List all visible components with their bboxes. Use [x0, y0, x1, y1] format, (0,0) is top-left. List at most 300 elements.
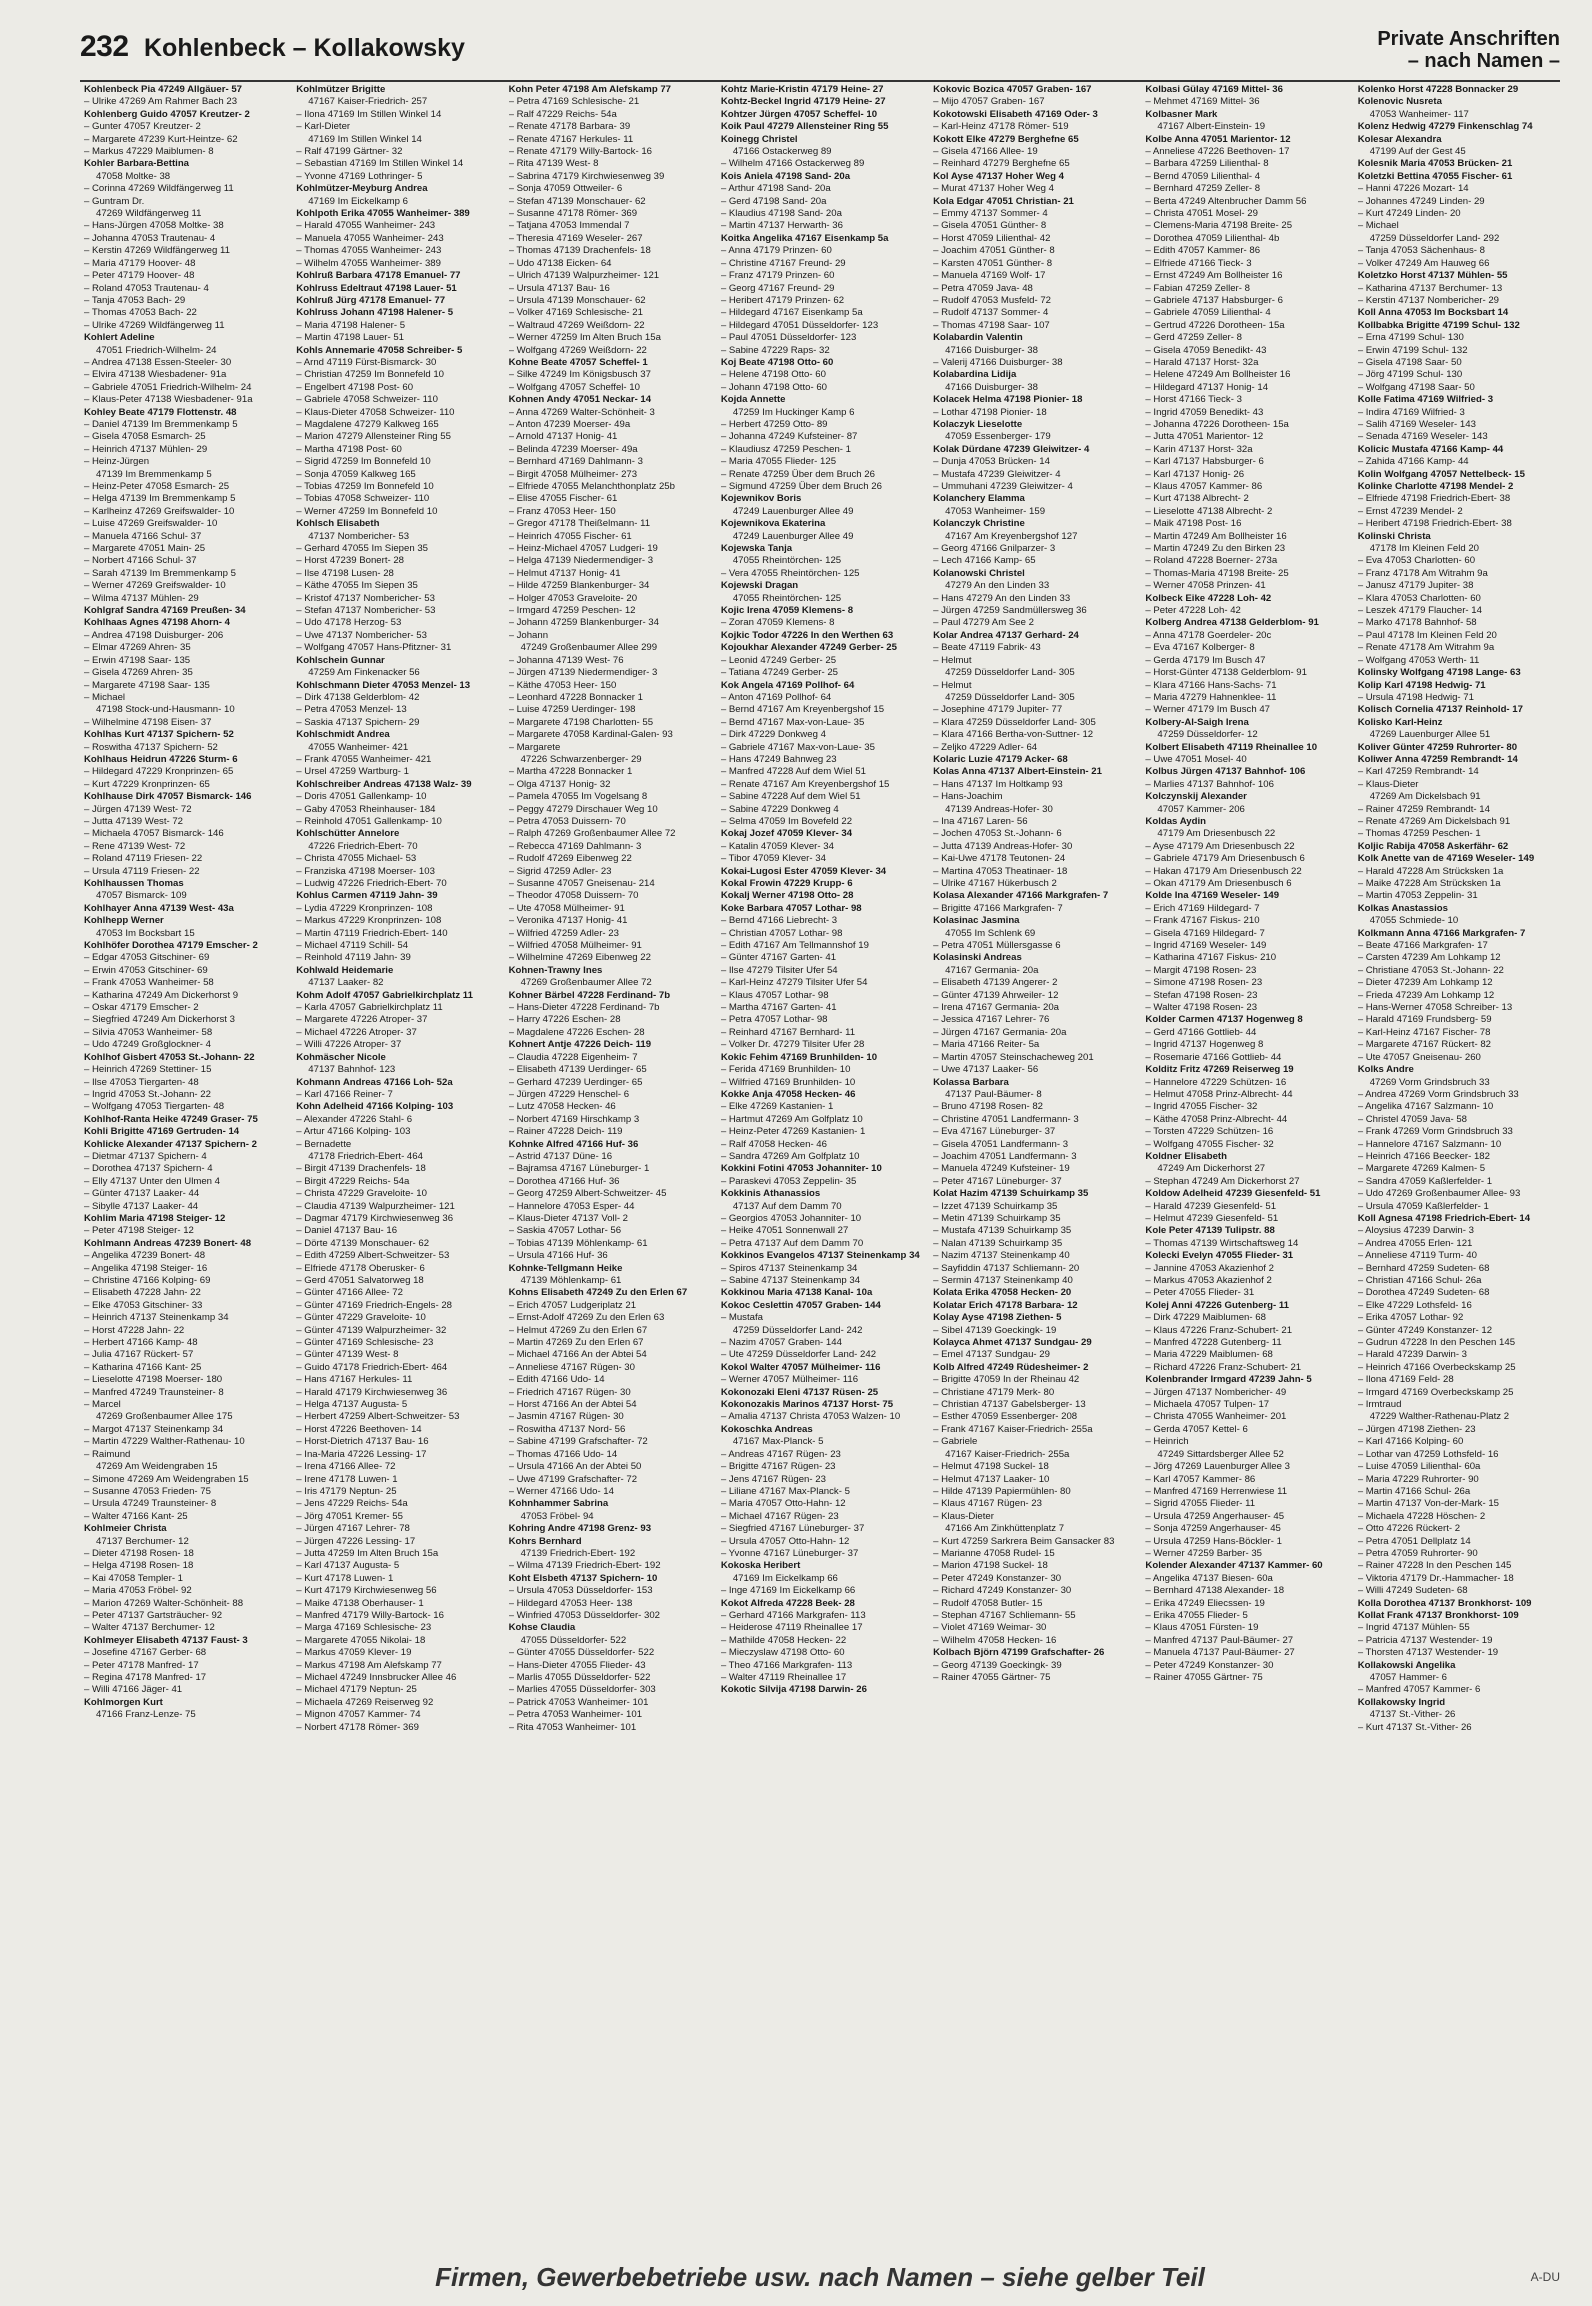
directory-entry: – Michael 47179 Neptun- 25 — [296, 1684, 417, 1696]
directory-entry: – Ingrid 47059 Benedikt- 43 — [1145, 406, 1264, 418]
directory-entry: – Elfriede 47055 Melanchthonplatz 25b — [508, 481, 675, 492]
directory-entry: – Eva 47167 Lüneburger- 37 — [933, 1126, 1056, 1138]
directory-entry: – Günter 47139 Ahrweiler- 12 — [933, 989, 1059, 1001]
directory-entry: – Renate 47269 Am Dickelsbach 91 — [1357, 815, 1511, 827]
directory-entry: Kohns Elisabeth 47249 Zu den Erlen 67 — [508, 1287, 688, 1299]
directory-entry: – Karl 47137 Augusta- 5 — [296, 1560, 400, 1572]
directory-entry: – Thomas 47053 Bach- 22 — [84, 307, 197, 319]
directory-entry: – Wilhelmine 47269 Eibenweg 22 — [508, 952, 651, 964]
directory-column — [84, 84, 286, 2252]
directory-entry: – Sigrid 47259 Im Bonnefeld 10 — [296, 456, 431, 468]
directory-entry: – Johanna 47249 Kufsteiner- 87 — [720, 431, 858, 443]
directory-entry: – Maria 47229 Maiblumen- 68 — [1145, 1349, 1273, 1361]
directory-entry: – Michael — [84, 691, 126, 703]
directory-entry: – Angelika 47198 Steiger- 16 — [84, 1262, 208, 1274]
directory-entry: – Ursula 47137 Bau- 16 — [508, 282, 610, 294]
directory-entry: – Christian 47137 Gabelsberger- 13 — [933, 1399, 1086, 1411]
directory-entry: – Metin 47139 Schuirkamp 35 — [933, 1212, 1061, 1224]
directory-entry: – Günter 47137 Laaker- 44 — [84, 1188, 200, 1200]
directory-entry: – Maria 47198 Halener- 5 — [296, 319, 406, 331]
directory-entry: – Ilona 47169 Feld- 28 — [1357, 1374, 1454, 1386]
directory-entry: – Elmar 47269 Ahren- 35 — [84, 642, 191, 654]
directory-entry: – Frank 47167 Fiskus- 210 — [1145, 915, 1260, 927]
directory-entry: – Dirk 47229 Donkweg 4 — [720, 729, 826, 741]
directory-column — [296, 84, 498, 2252]
directory-entry: – Gerd 47198 Sand- 20a — [720, 195, 827, 207]
directory-entry: – Birgit 47139 Drachenfels- 18 — [296, 1163, 426, 1175]
directory-entry: – Kurt 47229 Kronprinzen- 65 — [84, 778, 210, 790]
directory-entry: – Christa 47229 Graveloite- 10 — [296, 1188, 427, 1200]
directory-entry: – Dorothea 47059 Lilienthal- 4b — [1145, 232, 1280, 244]
directory-entry: 47057 Hammer- 6 — [1369, 1672, 1448, 1683]
directory-entry: – Tobias 47058 Schweizer- 110 — [296, 493, 430, 505]
directory-entry: 47137 St.-Vither- 26 — [1369, 1709, 1456, 1721]
directory-entry: – Klara 47166 Bertha-von-Suttner- 12 — [933, 729, 1094, 741]
directory-entry: – Günter 47166 Allee- 72 — [296, 1287, 403, 1299]
directory-entry: – Manfred 47137 Paul-Bäumer- 27 — [1145, 1634, 1294, 1646]
directory-entry: – Ralf 47058 Hecken- 46 — [720, 1138, 827, 1150]
directory-entry: Kojewnikova Ekaterina — [720, 518, 826, 530]
directory-entry: Kohne Beate 47057 Scheffel- 1 — [508, 356, 648, 368]
directory-entry: – Maike 47228 Am Strücksken 1a — [1357, 878, 1501, 889]
directory-column — [721, 84, 923, 2252]
directory-entry: – Margarete 47058 Kardinal-Galen- 93 — [508, 729, 673, 741]
directory-entry: – Emmy 47137 Sommer- 4 — [933, 208, 1048, 220]
directory-entry: – Karl-Dieter — [296, 121, 351, 133]
directory-entry: – Herbert 47259 Otto- 89 — [720, 418, 828, 430]
directory-entry: Kohring Andre 47198 Grenz- 93 — [508, 1523, 652, 1535]
directory-entry: – Zahida 47166 Kamp- 44 — [1357, 456, 1469, 468]
directory-entry: – Gabriele 47058 Schweizer- 110 — [296, 394, 438, 406]
directory-entry: – Jörg 47051 Kremer- 55 — [296, 1510, 403, 1522]
directory-entry: – Bernd 47166 Liebrecht- 3 — [720, 915, 838, 927]
directory-entry: – Marion 47269 Walter-Schönheit- 88 — [84, 1597, 244, 1609]
directory-entry: Kohner Bärbel 47228 Ferdinand- 7b — [508, 989, 671, 1001]
directory-entry: – Jörg 47199 Schul- 130 — [1357, 369, 1463, 381]
directory-entry: – Olga 47137 Honig- 32 — [508, 778, 611, 790]
directory-entry: – Angelika 47239 Bonert- 48 — [84, 1250, 206, 1262]
directory-entry: – Margot 47137 Steinenkamp 34 — [84, 1423, 224, 1435]
directory-entry: Kohlruß Barbara 47178 Emanuel- 77 — [296, 270, 461, 282]
directory-entry: – Sabine 47137 Steinenkamp 34 — [720, 1275, 861, 1286]
directory-entry: – Nazim 47057 Graben- 144 — [720, 1337, 842, 1349]
directory-entry: Kolassa Barbara — [933, 1076, 1009, 1088]
directory-entry: Kolicic Mustafa 47166 Kamp- 44 — [1357, 443, 1504, 455]
directory-entry: – Ute 47058 Mülheimer- 91 — [508, 902, 625, 914]
directory-entry: – Ulrike 47269 Wildfängerweg 11 — [84, 319, 225, 331]
directory-entry: – Clemens-Maria 47198 Breite- 25 — [1145, 220, 1293, 232]
directory-entry: – Hannelore 47053 Esper- 44 — [508, 1200, 635, 1212]
directory-entry: Kohtzer Jürgen 47057 Scheffel- 10 — [720, 108, 878, 120]
directory-entry: – Sarah 47139 Im Bremmenkamp 5 — [84, 567, 236, 579]
directory-entry: – Wolfgang 47053 Tiergarten- 48 — [84, 1101, 225, 1113]
directory-entry: – Hans-Werner 47058 Schreiber- 13 — [1357, 1002, 1513, 1014]
directory-entry: – Fabian 47259 Zeller- 8 — [1145, 282, 1250, 294]
directory-entry: – Heinrich 47137 Steinenkamp 34 — [84, 1312, 229, 1324]
directory-entry: – Simone 47198 Rosen- 23 — [1145, 977, 1263, 989]
directory-entry: – Murat 47137 Hoher Weg 4 — [933, 183, 1055, 195]
directory-entry: – Gaby 47053 Rheinhauser- 184 — [296, 803, 436, 815]
directory-entry: Kohlmeyer Elisabeth 47137 Faust- 3 — [84, 1634, 248, 1646]
directory-entry: – Helmut — [933, 654, 972, 666]
directory-entry: – Helga 47139 Im Bremmenkamp 5 — [84, 493, 236, 505]
directory-entry: Kohnen Andy 47051 Neckar- 14 — [508, 394, 652, 406]
directory-entry: – Christiane 47053 St.-Johann- 22 — [1357, 964, 1504, 976]
directory-entry: Kohlwald Heidemarie — [296, 964, 394, 976]
directory-entry: – Irmgard 47259 Peschen- 12 — [508, 605, 636, 617]
directory-entry: – Gabriele 47179 Am Driesenbusch 6 — [1145, 853, 1305, 865]
directory-entry: – Maike 47138 Oberhauser- 1 — [296, 1597, 424, 1609]
directory-entry: 47259 Düsseldorfer Land- 292 — [1369, 232, 1500, 244]
directory-entry: – Hans 47137 Im Holtkamp 93 — [933, 778, 1063, 790]
directory-entry: Koletzki Bettina 47055 Fischer- 61 — [1357, 170, 1513, 182]
directory-entry: – Rainer 47055 Gärtner- 75 — [1145, 1672, 1263, 1683]
directory-entry: – Yvonne 47167 Lüneburger- 37 — [720, 1547, 859, 1559]
directory-entry: – Roswitha 47137 Nord- 56 — [508, 1423, 626, 1435]
directory-entry: Kojoukhar Alexander 47249 Gerber- 25 — [720, 642, 897, 654]
directory-entry: Kollbabka Brigitte 47199 Schul- 132 — [1357, 319, 1520, 331]
directory-entry: Kokoschka Andreas — [720, 1423, 813, 1435]
directory-entry: Kolle Fatima 47169 Wilfried- 3 — [1357, 394, 1494, 406]
directory-entry: Kohnke-Tellgmann Heike — [508, 1262, 623, 1274]
directory-entry: – Birgit 47229 Reichs- 54a — [296, 1175, 410, 1187]
directory-entry: – Rudolf 47269 Eibenweg 22 — [508, 853, 632, 865]
directory-entry: – Bernhard 47259 Sudeten- 68 — [1357, 1262, 1490, 1274]
directory-entry: – Sabrina 47179 Kirchwiesenweg 39 — [508, 170, 665, 182]
directory-entry: – Maria 47229 Ruhrorter- 90 — [1357, 1473, 1479, 1485]
directory-entry: – Anton 47169 Pollhof- 64 — [720, 691, 832, 703]
directory-entry: – Petra 47053 Duissern- 70 — [508, 815, 626, 827]
directory-entry: – Theodor 47058 Duissern- 70 — [508, 890, 639, 902]
directory-entry: – Georgios 47053 Johanniter- 10 — [720, 1212, 862, 1224]
directory-entry: Kokotowski Elisabeth 47169 Oder- 3 — [933, 108, 1098, 120]
directory-entry: Kok Angela 47169 Pollhof- 64 — [720, 679, 855, 691]
directory-entry: – Käthe 47055 Im Siepen 35 — [296, 580, 418, 592]
directory-entry: – Mustafa 47239 Gleiwitzer- 4 — [933, 468, 1061, 480]
directory-entry: – Heribert 47179 Prinzen- 62 — [720, 294, 845, 306]
directory-entry: – Christian 47057 Lothar- 98 — [720, 927, 843, 939]
directory-entry: – Hans 47249 Bahnweg 23 — [720, 753, 837, 765]
directory-entry: Kolbe Anna 47051 Marientor- 12 — [1145, 133, 1291, 145]
directory-entry: – Peggy 47279 Dirschauer Weg 10 — [508, 803, 658, 815]
directory-entry: – Gregor 47178 Theißelmann- 11 — [508, 518, 651, 530]
directory-entry: – Uwe 47199 Grafschafter- 72 — [508, 1473, 638, 1485]
directory-entry: – Jürgen 47259 Sandmüllersweg 36 — [933, 605, 1087, 617]
directory-entry: Kolbasner Mark — [1145, 108, 1218, 120]
directory-entry: – Christine 47051 Landfermann- 3 — [933, 1113, 1079, 1125]
directory-entry: – Michaela 47228 Höschen- 2 — [1357, 1510, 1486, 1522]
directory-entry: Kolberg Andrea 47138 Gelderblom- 91 — [1145, 617, 1319, 629]
directory-entry: – Ernst 47239 Mendel- 2 — [1357, 505, 1463, 517]
directory-entry: – Peter 47178 Manfred- 17 — [84, 1659, 199, 1671]
directory-entry: – Ulrike 47167 Hükerbusch 2 — [933, 878, 1057, 889]
directory-entry: – Thomas-Maria 47198 Breite- 25 — [1145, 567, 1289, 579]
directory-entry: – Franz 47179 Prinzen- 60 — [720, 270, 835, 282]
directory-entry: 47166 Duisburger- 38 — [945, 344, 1038, 356]
directory-entry: – Helmut 47269 Zu den Erlen 67 — [508, 1324, 648, 1336]
directory-entry: – Sermin 47137 Steinenkamp 40 — [933, 1275, 1073, 1286]
directory-entry: – Rita 47053 Wanheimer- 101 — [508, 1721, 637, 1733]
directory-entry: – Hannelore 47167 Salzmann- 10 — [1357, 1138, 1502, 1150]
directory-entry: – Petra 47051 Dellplatz 14 — [1357, 1535, 1471, 1547]
directory-entry: Kojda Annette — [720, 394, 786, 406]
directory-entry: – Roswitha 47137 Spichern- 52 — [84, 741, 218, 753]
directory-entry: – Helga 47137 Augusta- 5 — [296, 1399, 408, 1411]
directory-entry: – Peter 47179 Hoover- 48 — [84, 270, 195, 282]
directory-entry: – Waltraud 47269 Weißdorn- 22 — [508, 319, 645, 331]
directory-entry: 47137 Paul-Bäumer- 8 — [945, 1088, 1042, 1100]
directory-entry: – Emel 47137 Sundgau- 29 — [933, 1349, 1050, 1361]
directory-entry: – Raimund — [84, 1448, 131, 1460]
directory-entry: – Katharina 47137 Berchumer- 13 — [1357, 282, 1503, 294]
directory-entry: – Margarete — [508, 741, 561, 753]
directory-entry: – Franz 47053 Heer- 150 — [508, 505, 616, 517]
directory-entry: 47137 Auf dem Damm 70 — [732, 1200, 842, 1212]
directory-entry: – Uwe 47137 Laaker- 56 — [933, 1064, 1039, 1076]
directory-entry: – Peter 47055 Flieder- 31 — [1145, 1287, 1255, 1299]
directory-entry: – Christine 47167 Freund- 29 — [720, 257, 846, 269]
directory-entry: Kokott Elke 47279 Berghefne 65 — [933, 133, 1079, 145]
directory-entry: – Gabriele 47051 Friedrich-Wilhelm- 24 — [84, 381, 252, 393]
directory-entry: – Margarete 47167 Rückert- 82 — [1357, 1039, 1492, 1051]
directory-entry: Kohlruss Edeltraut 47198 Lauer- 51 — [296, 282, 457, 294]
directory-entry: – Peter 47137 Gartsträucher- 92 — [84, 1609, 223, 1621]
directory-entry: – Klaus 47057 Kammer- 86 — [1145, 481, 1263, 492]
directory-entry: – Johann — [508, 629, 549, 641]
directory-entry: – Sonja 47259 Angerhauser- 45 — [1145, 1523, 1281, 1535]
directory-entry: – Heinrich 47166 Overbeckskamp 25 — [1357, 1361, 1516, 1373]
directory-entry: – Helene 47249 Am Bollheister 16 — [1145, 369, 1291, 381]
directory-entry: – Wilfried 47259 Adler- 23 — [508, 927, 619, 939]
directory-entry: – Christa 47055 Michael- 53 — [296, 853, 417, 865]
directory-entry: – Heike 47051 Sonnenwall 27 — [720, 1225, 849, 1237]
directory-entry: – Dorothea 47137 Spichern- 4 — [84, 1163, 213, 1175]
directory-entry: – Helmut 47239 Giesenfeld- 51 — [1145, 1212, 1279, 1224]
directory-entry: – Elisabeth 47139 Angerer- 2 — [933, 977, 1058, 989]
directory-entry: – Martin 47269 Zu den Erlen 67 — [508, 1337, 644, 1349]
directory-entry: Kohnke Alfred 47166 Huf- 36 — [508, 1138, 639, 1150]
directory-entry: – Manuela 47166 Schul- 37 — [84, 530, 202, 542]
directory-entry: – Eva 47053 Charlotten- 60 — [1357, 555, 1476, 567]
directory-entry: Kohlert Adeline — [84, 332, 155, 344]
directory-entry: – Gerhard 47055 Im Siepen 35 — [296, 543, 429, 555]
directory-entry: Kokovic Bozica 47057 Graben- 167 — [933, 84, 1092, 95]
directory-entry: – Erna 47199 Schul- 130 — [1357, 332, 1464, 344]
directory-entry: Kohlhof Gisbert 47053 St.-Johann- 22 — [84, 1051, 255, 1063]
directory-entry: – Luise 47269 Greifswalder- 10 — [84, 518, 218, 530]
directory-entry: Kolesar Alexandra — [1357, 133, 1442, 145]
directory-entry: Koll Anna 47053 Im Bocksbart 14 — [1357, 307, 1509, 319]
directory-entry: – Harald 47228 Am Strücksken 1a — [1357, 865, 1504, 877]
directory-entry: 47166 Duisburger- 38 — [945, 381, 1038, 393]
directory-entry: – Mustafa 47139 Schuirkamp 35 — [933, 1225, 1072, 1237]
directory-entry: – Julia 47167 Rückert- 57 — [84, 1349, 194, 1361]
directory-entry: – Rainer 47259 Rembrandt- 14 — [1357, 803, 1490, 815]
directory-entry: – Martin 47137 Von-der-Mark- 15 — [1357, 1498, 1499, 1510]
directory-entry: 47249 Großenbaumer Allee 299 — [520, 642, 658, 654]
directory-entry: – Beate 47119 Fabrik- 43 — [933, 642, 1041, 654]
directory-entry: – Karl 47057 Kammer- 86 — [1145, 1473, 1256, 1485]
directory-entry: 47139 Friedrich-Ebert- 192 — [520, 1547, 636, 1559]
directory-entry: – Mijo 47057 Graben- 167 — [933, 96, 1045, 108]
directory-entry: – Michael 47249 Innsbrucker Allee 46 — [296, 1672, 457, 1683]
directory-entry: – Valerij 47166 Duisburger- 38 — [933, 356, 1063, 368]
directory-entry: – Heinz-Jürgen — [84, 456, 150, 468]
directory-entry: – Bernadette — [296, 1138, 352, 1150]
directory-entry: – Hanni 47226 Mozart- 14 — [1357, 183, 1469, 195]
directory-entry: – Udo 47269 Großenbaumer Allee- 93 — [1357, 1188, 1521, 1200]
directory-entry: – Johanna 47139 West- 76 — [508, 654, 624, 666]
directory-entry: – Hilde 47139 Papiermühlen- 80 — [933, 1485, 1071, 1497]
directory-entry: – Theo 47166 Markgrafen- 113 — [720, 1659, 853, 1671]
directory-entry: – Marianne 47058 Rudel- 15 — [933, 1547, 1055, 1559]
directory-entry: Koik Paul 47279 Allensteiner Ring 55 — [720, 121, 889, 133]
directory-entry: – Irmtraud — [1357, 1399, 1402, 1411]
directory-entry: – Okan 47179 Am Driesenbusch 6 — [1145, 878, 1292, 889]
directory-entry: Kohlhaus Heidrun 47226 Sturm- 6 — [84, 753, 238, 765]
directory-entry: – Kurt 47178 Luwen- 1 — [296, 1572, 394, 1584]
directory-entry: Kojkic Todor 47226 In den Werthen 63 — [720, 629, 894, 641]
directory-entry: – Elisabeth 47228 Jahn- 22 — [84, 1287, 201, 1299]
directory-entry: – Marga 47169 Schlesische- 23 — [296, 1622, 432, 1634]
directory-entry: Kolk Anette van de 47169 Weseler- 149 — [1357, 853, 1535, 865]
directory-entry: – Ernst-Adolf 47269 Zu den Erlen 63 — [508, 1312, 665, 1324]
directory-entry: – Norbert 47178 Römer- 369 — [296, 1721, 419, 1733]
directory-entry: Kolaczyk Lieselotte — [933, 418, 1023, 430]
directory-entry: Kolks Andre — [1357, 1064, 1414, 1076]
directory-entry: Kohtz-Beckel Ingrid 47179 Heine- 27 — [720, 96, 886, 108]
directory-entry: 47166 Ostackerweg 89 — [732, 146, 832, 158]
directory-entry: – Lydia 47229 Kronprinzen- 108 — [296, 902, 433, 914]
directory-entry: – Viktoria 47179 Dr.-Hammacher- 18 — [1357, 1572, 1514, 1584]
directory-entry: – Lutz 47058 Hecken- 46 — [508, 1101, 616, 1113]
directory-entry: – Sabine 47199 Grafschafter- 72 — [508, 1436, 648, 1448]
directory-entry: Kokonozakis Marinos 47137 Horst- 75 — [720, 1399, 894, 1411]
directory-entry: – Renate 47259 Über dem Bruch 26 — [720, 468, 875, 480]
directory-entry: – Patrick 47053 Wanheimer- 101 — [508, 1696, 649, 1708]
directory-entry: 47269 Am Dickelsbach 91 — [1369, 791, 1481, 803]
directory-entry: – Ina-Maria 47226 Lessing- 17 — [296, 1448, 427, 1460]
directory-entry: – Birgit 47058 Mülheimer- 273 — [508, 468, 638, 480]
directory-entry: – Heinrich 47055 Fischer- 61 — [508, 530, 632, 542]
directory-entry: – Bernhard 47259 Zeller- 8 — [1145, 183, 1261, 195]
directory-entry: Kolanczyk Christine — [933, 518, 1025, 530]
directory-entry: 47259 Düsseldorfer Land- 305 — [945, 691, 1075, 703]
directory-entry: – Johannes 47249 Linden- 29 — [1357, 195, 1485, 207]
directory-entry: – Tatjana 47053 Immendal 7 — [508, 220, 630, 232]
directory-entry: – Horst 47228 Jahn- 22 — [84, 1324, 185, 1336]
directory-entry: – Ursula 47249 Traunsteiner- 8 — [84, 1498, 217, 1510]
directory-entry: – Gabriele — [933, 1436, 978, 1448]
directory-entry: Kolinke Charlotte 47198 Mendel- 2 — [1357, 481, 1514, 492]
directory-entry: – Kai 47058 Templer- 1 — [84, 1572, 184, 1584]
directory-entry: – Paul 47178 Im Kleinen Feld 20 — [1357, 629, 1497, 641]
directory-entry: – Ingrid 47169 Weseler- 149 — [1145, 940, 1267, 952]
directory-entry: 47226 Friedrich-Ebert- 70 — [308, 840, 418, 852]
directory-entry: – Klaus-Dieter 47137 Voll- 2 — [508, 1212, 629, 1224]
directory-entry: – Ralf 47199 Gärtner- 32 — [296, 146, 403, 158]
directory-entry: – Markus 47198 Am Alefskamp 77 — [296, 1659, 442, 1671]
directory-entry: Kolesnik Maria 47053 Brücken- 21 — [1357, 158, 1513, 170]
directory-entry: Kohlhepp Werner — [84, 915, 164, 927]
directory-entry: – Lieselotte 47198 Moerser- 180 — [84, 1374, 223, 1386]
directory-entry: – Amalia 47137 Christa 47053 Walzen- 10 — [720, 1411, 901, 1423]
directory-entry: – Janusz 47179 Jupiter- 38 — [1357, 580, 1474, 592]
directory-entry: – Manuela 47169 Wolf- 17 — [933, 270, 1046, 282]
directory-entry: – Paul 47279 Am See 2 — [933, 617, 1034, 629]
directory-entry: – Erika 47249 Eliecssen- 19 — [1145, 1597, 1265, 1609]
directory-entry: – Saskia 47057 Lothar- 56 — [508, 1225, 622, 1237]
directory-entry: – Christa 47055 Wanheimer- 201 — [1145, 1411, 1287, 1423]
directory-entry: – Dorothea 47249 Sudeten- 68 — [1357, 1287, 1490, 1299]
directory-entry: – Walter 47198 Rosen- 23 — [1145, 1002, 1258, 1014]
directory-entry: – Wolfgang 47198 Saar- 50 — [1357, 381, 1475, 393]
directory-entry: – Dorothea 47166 Huf- 36 — [508, 1175, 620, 1187]
directory-entry: Kolkmann Anna 47166 Markgrafen- 7 — [1357, 927, 1526, 939]
directory-entry: Kohtz Marie-Kristin 47179 Heine- 27 — [720, 84, 884, 95]
directory-entry: Kolej Anni 47226 Gutenberg- 11 — [1145, 1299, 1289, 1311]
directory-entry: Kolb Alfred 47249 Rüdesheimer- 2 — [933, 1361, 1089, 1373]
directory-entry: 47269 Am Weidengraben 15 — [96, 1461, 218, 1473]
directory-entry: Kohn Adelheid 47166 Kolping- 103 — [296, 1101, 454, 1113]
directory-entry: – Marion 47279 Allensteiner Ring 55 — [296, 431, 451, 443]
directory-entry: – Rebecca 47169 Dahlmann- 3 — [508, 840, 642, 852]
directory-entry: Kolak Dürdane 47239 Gleiwitzer- 4 — [933, 443, 1090, 455]
directory-entry: Kola Edgar 47051 Christian- 21 — [933, 195, 1074, 207]
directory-entry: – Harald 47239 Darwin- 3 — [1357, 1349, 1468, 1361]
directory-entry: – Mustafa — [720, 1312, 763, 1324]
directory-entry: – Irmgard 47169 Overbeckskamp 25 — [1357, 1386, 1514, 1398]
directory-entry: – Belinda 47239 Moerser- 49a — [508, 443, 638, 455]
directory-column — [933, 84, 1135, 2252]
directory-entry: – Kurt 47179 Kirchwiesenweg 56 — [296, 1585, 437, 1597]
directory-entry: – Gisela 47169 Hildegard- 7 — [1145, 927, 1265, 939]
directory-entry: – Indira 47169 Wilfried- 3 — [1357, 406, 1465, 418]
directory-entry: – Martin 47249 Zu den Birken 23 — [1145, 543, 1286, 555]
directory-entry: – Andreas 47167 Rügen- 23 — [720, 1448, 841, 1460]
directory-entry: 47269 Lauenburger Allee 51 — [1369, 729, 1491, 741]
directory-entry: – Berta 47249 Altenbrucher Damm 56 — [1145, 195, 1307, 207]
page-footer — [80, 2262, 1560, 2298]
directory-entry: – Hans-Joachim — [933, 791, 1003, 803]
directory-entry: Kolar Andrea 47137 Gerhard- 24 — [933, 629, 1079, 641]
directory-entry: Koldow Adelheid 47239 Giesenfeld- 51 — [1145, 1188, 1321, 1200]
directory-entry: – Heinz-Peter 47269 Kastanien- 1 — [720, 1126, 866, 1138]
directory-entry: – Michaela 47057 Bismarck- 146 — [84, 828, 224, 840]
directory-entry: 47249 Lauenburger Allee 49 — [732, 505, 854, 517]
directory-entry: – Kristof 47137 Nombericher- 53 — [296, 592, 435, 604]
directory-entry: – Hans 47279 An den Linden 33 — [933, 592, 1071, 604]
directory-entry: – Siegfried 47167 Lüneburger- 37 — [720, 1523, 865, 1535]
directory-entry: – Anneliese 47167 Rügen- 30 — [508, 1361, 635, 1373]
directory-entry: Kohlenbeck Pia 47249 Allgäuer- 57 — [84, 84, 243, 95]
directory-entry: – Mehmet 47169 Mittel- 36 — [1145, 96, 1260, 108]
directory-entry: – Andrea 47138 Essen-Steeler- 30 — [84, 356, 232, 368]
directory-entry: 47167 Kaiser-Friedrich- 257 — [308, 96, 428, 108]
directory-entry: – Karl 47259 Rembrandt- 14 — [1357, 766, 1479, 778]
directory-entry: – Maria 47053 Fröbel- 92 — [84, 1585, 192, 1597]
directory-entry: Koke Barbara 47057 Lothar- 98 — [720, 902, 862, 914]
directory-entry: – Wolfgang 47057 Scheffel- 10 — [508, 381, 640, 393]
directory-entry: Kole Peter 47139 Tulipstr. 88 — [1145, 1225, 1275, 1237]
directory-entry: – Elfriede 47198 Friedrich-Ebert- 38 — [1357, 493, 1511, 505]
directory-entry: – Harald 47137 Horst- 32a — [1145, 356, 1259, 368]
directory-entry: – Edgar 47053 Gitschiner- 69 — [84, 952, 210, 964]
directory-entry: – Martin 47137 Herwarth- 36 — [720, 220, 843, 232]
directory-entry: – Heinrich 47137 Mühlen- 29 — [84, 443, 208, 455]
directory-entry: Kolanchery Elamma — [933, 493, 1025, 505]
directory-entry: Kokot Alfreda 47228 Beek- 28 — [720, 1597, 855, 1609]
